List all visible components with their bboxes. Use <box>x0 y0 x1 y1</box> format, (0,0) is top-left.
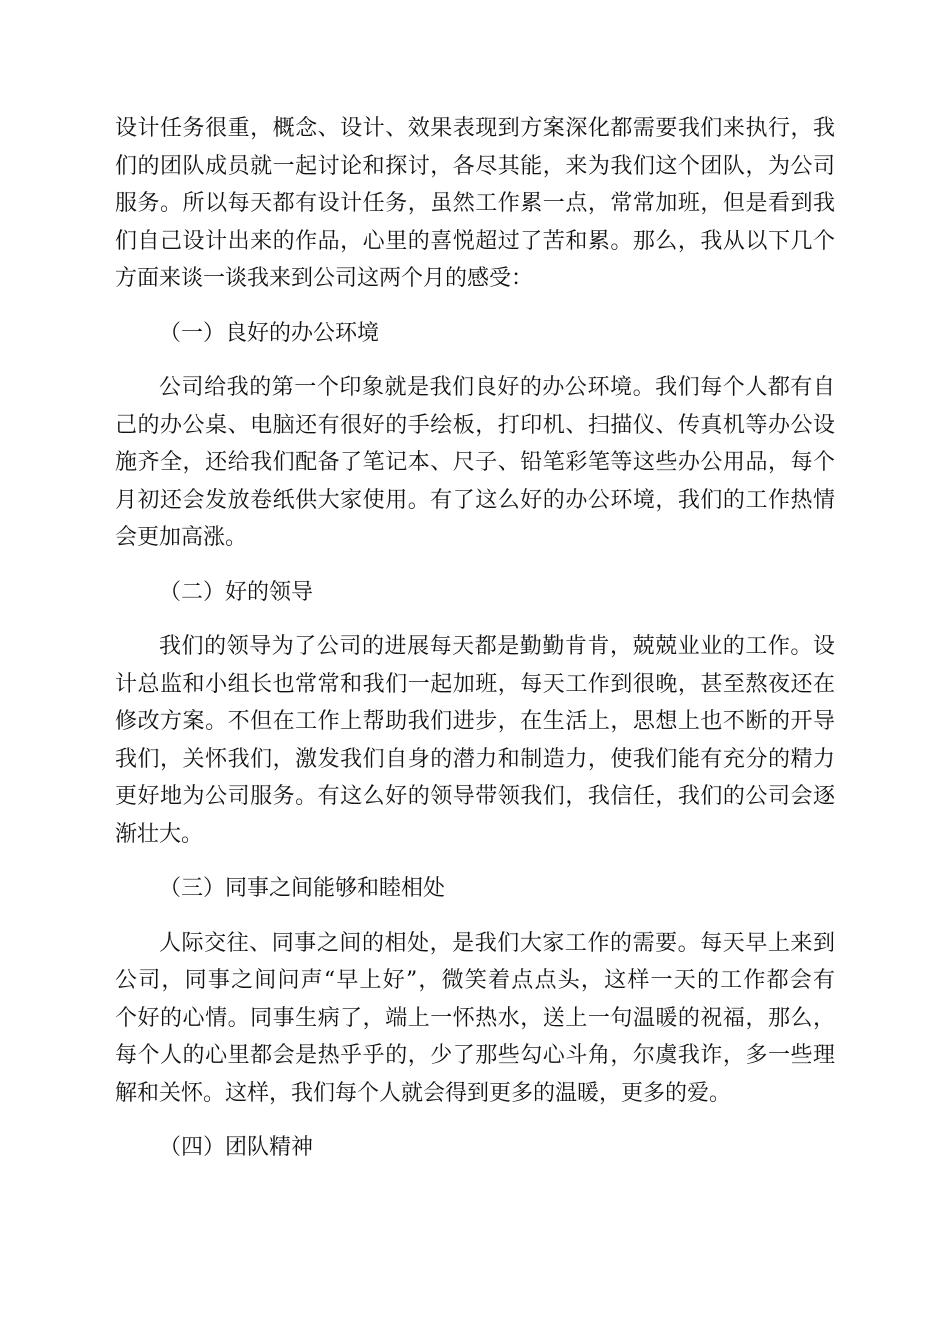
paragraph <box>115 925 835 1113</box>
text-line: 施齐全，还给我们配备了笔记本、尺子、铅笔彩笔等这些办公用品，每个 <box>115 450 835 475</box>
text-line: 们的团队成员就一起讨论和探讨，各尽其能，来为我们这个团队，为公司 <box>115 153 835 179</box>
text-line: 公司，同事之间问声“早上好”，微笑着点点头，这样一天的工作都会有 <box>115 968 835 993</box>
paragraph <box>115 369 835 557</box>
text-line: 公司给我的第一个印象就是我们良好的办公环境。我们每个人都有自 <box>159 375 835 400</box>
text-line: 个好的心情。同事生病了，端上一怀热水，送上一句温暖的祝福，那么， <box>115 1005 835 1031</box>
text-line: 设计任务很重，概念、设计、效果表现到方案深化都需要我们来执行，我 <box>115 116 835 141</box>
text-line: 月初还会发放卷纸供大家使用。有了这么好的办公环境，我们的工作热情 <box>115 487 835 513</box>
text-line: 修改方案。不但在工作上帮助我们进步，在生活上，思想上也不断的开导 <box>115 709 835 734</box>
text-line: 方面来谈一谈我来到公司这两个月的感受： <box>115 266 534 291</box>
document-body <box>115 110 835 1167</box>
text-line: 我们的领导为了公司的进展每天都是勤勤肯肯，兢兢业业的工作。设 <box>159 634 835 659</box>
text-line: 每个人的心里都会是热乎乎的，少了那些勾心斗角，尔虞我诈，多一些理 <box>115 1043 835 1068</box>
paragraph <box>115 628 835 853</box>
section-heading: （三）同事之间能够和睦相处 <box>159 876 446 901</box>
text-line: 己的办公桌、电脑还有很好的手绘板，打印机、扫描仪、传真机等办公设 <box>115 412 835 438</box>
text-line: 计总监和小组长也常常和我们一起加班，每天工作到很晚，甚至熬夜还在 <box>115 671 835 697</box>
text-line: 解和关怀。这样，我们每个人就会得到更多的温暖，更多的爱。 <box>115 1080 732 1106</box>
section-heading: （一）良好的办公环境 <box>159 320 380 346</box>
section-heading: （四）团队精神 <box>159 1135 314 1160</box>
text-line: 更好地为公司服务。有这么好的领导带领我们，我信任，我们的公司会逐 <box>115 784 835 809</box>
text-line: 服务。所以每天都有设计任务，虽然工作累一点，常常加班，但是看到我 <box>115 191 835 216</box>
text-line: 会更加高涨。 <box>115 525 248 550</box>
section-heading: （二）好的领导 <box>159 579 314 605</box>
paragraph <box>115 110 835 298</box>
text-line: 我们，关怀我们，激发我们自身的潜力和制造力，使我们能有充分的精力 <box>115 746 835 772</box>
text-line: 渐壮大。 <box>115 821 204 847</box>
text-line: 们自己设计出来的作品，心里的喜悦超过了苦和累。那么，我从以下几个 <box>115 228 835 254</box>
text-line: 人际交往、同事之间的相处，是我们大家工作的需要。每天早上来到 <box>159 930 835 956</box>
